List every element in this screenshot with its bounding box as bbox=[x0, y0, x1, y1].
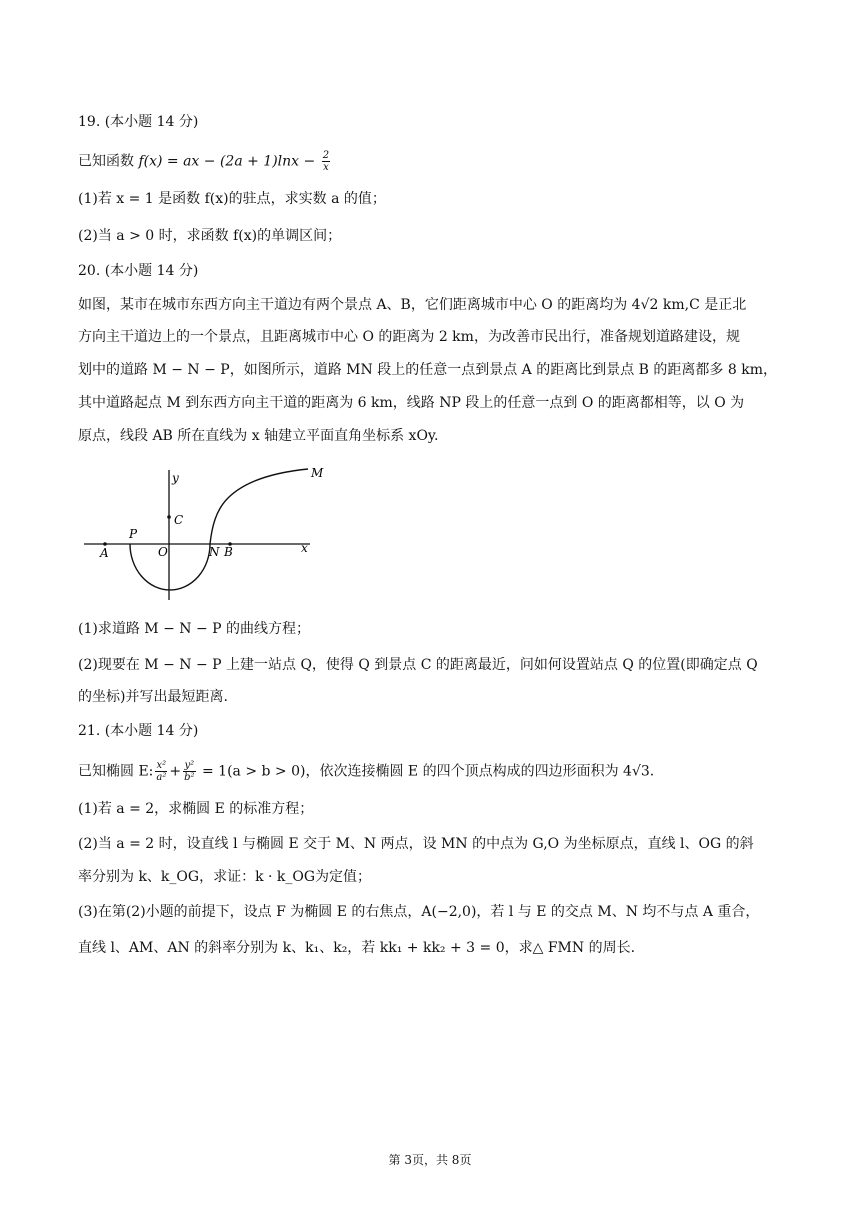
q20-body-line4: 其中道路起点 M 到东西方向主干道的距离为 6 km，线路 NP 段上的任意一点到 O 的距离都相等，以 O 为 bbox=[78, 395, 745, 411]
q19-frac-den: x bbox=[323, 162, 329, 173]
label-m: M bbox=[311, 466, 324, 480]
q19-formula: f(x) = ax − (2a + 1)lnx − bbox=[138, 153, 320, 170]
q20-figure bbox=[78, 460, 338, 608]
label-x: x bbox=[301, 541, 308, 555]
q21-frac-y: $\frac{\text{y²}}{\text{b²}}$ bbox=[184, 760, 195, 783]
q19-frac-num: 2 bbox=[322, 150, 330, 161]
point-c bbox=[167, 515, 171, 519]
q20-body-line3: 划中的道路 M − N − P，如图所示，道路 MN 段上的任意一点到景点 A 的距离比到景点 B 的距离都多 8 km， bbox=[78, 362, 777, 378]
q20-body-line2: 方向主干道边上的一个景点，且距离城市中心 O 的距离为 2 km，为改善市民出行，准备规划道路建设，规 bbox=[78, 329, 740, 345]
label-y: y bbox=[172, 471, 179, 485]
q21-header: 21. (本小题 14 分) bbox=[78, 723, 199, 739]
q21-stem-rhs: = 1(a > b > 0)，依次连接椭圆 E 的四个顶点构成的四边形面积为 4√3. bbox=[197, 763, 655, 780]
np-arc bbox=[130, 544, 210, 590]
q19-stem-prefix: 已知函数 bbox=[78, 153, 139, 170]
q19-part1: (1)若 x = 1 是函数 f(x)的驻点，求实数 a 的值； bbox=[78, 191, 386, 207]
q20-part2-line1: (2)现要在 M − N − P 上建一站点 Q，使得 Q 到景点 C 的距离最近，问如何设置站点 Q 的位置(即确定点 Q bbox=[78, 657, 758, 673]
q21-stem-prefix: 已知椭圆 E: bbox=[78, 763, 154, 780]
q19-part2: (2)当 a > 0 时，求函数 f(x)的单调区间； bbox=[78, 228, 342, 244]
q20-part2-line2: 的坐标)并写出最短距离. bbox=[78, 689, 228, 705]
q19-header: 19. (本小题 14 分) bbox=[78, 114, 199, 130]
label-n: N bbox=[209, 545, 220, 559]
label-o: O bbox=[158, 545, 168, 559]
q21-stem: 已知椭圆 E: $\frac{\text{x²}}{\text{a²}}$ + $\frac{\text{y²}}{\text{b²}}$ = 1(a > b > 0)，依次连接椭圆 E 的四个顶点构成的四边形面积为 4√3. bbox=[78, 760, 655, 783]
label-a: A bbox=[100, 546, 109, 560]
page-footer: 第 3页，共 8页 bbox=[388, 1153, 472, 1167]
q21-part2-line2: 率分别为 k、k_OG，求证：k · k_OG为定值； bbox=[78, 869, 372, 885]
q21-part3-line2: 直线 l、AM、AN 的斜率分别为 k、k₁、k₂，若 kk₁ + kk₂ + 3 = 0，求△ FMN 的周长. bbox=[78, 940, 636, 956]
q20-body-line1: 如图，某市在城市东西方向主干道边有两个景点 A、B，它们距离城市中心 O 的距离均为 4√2 km,C 是正北 bbox=[78, 297, 747, 313]
q21-frac-x: $\frac{\text{x²}}{\text{a²}}$ bbox=[156, 760, 167, 783]
q21-part3-line1: (3)在第(2)小题的前提下，设点 F 为椭圆 E 的右焦点，A(−2,0)，若 l 与 E 的交点 M、N 均不与点 A 重合， bbox=[78, 904, 760, 920]
q19-fraction bbox=[322, 150, 330, 173]
q20-header: 20. (本小题 14 分) bbox=[78, 263, 199, 279]
q20-body-line5: 原点，线段 AB 所在直线为 x 轴建立平面直角坐标系 xOy. bbox=[78, 428, 439, 444]
q20-part1: (1)求道路 M − N − P 的曲线方程； bbox=[78, 621, 310, 637]
q19-stem bbox=[78, 150, 788, 173]
q21-part1: (1)若 a = 2，求椭圆 E 的标准方程； bbox=[78, 801, 314, 817]
label-b: B bbox=[224, 545, 233, 559]
label-p: P bbox=[129, 527, 138, 541]
label-c: C bbox=[174, 513, 184, 527]
q21-part2-line1: (2)当 a = 2 时，设直线 l 与椭圆 E 交于 M、N 两点，设 MN 的中点为 G,O 为坐标原点，直线 l、OG 的斜 bbox=[78, 836, 754, 852]
mn-curve bbox=[210, 469, 308, 544]
